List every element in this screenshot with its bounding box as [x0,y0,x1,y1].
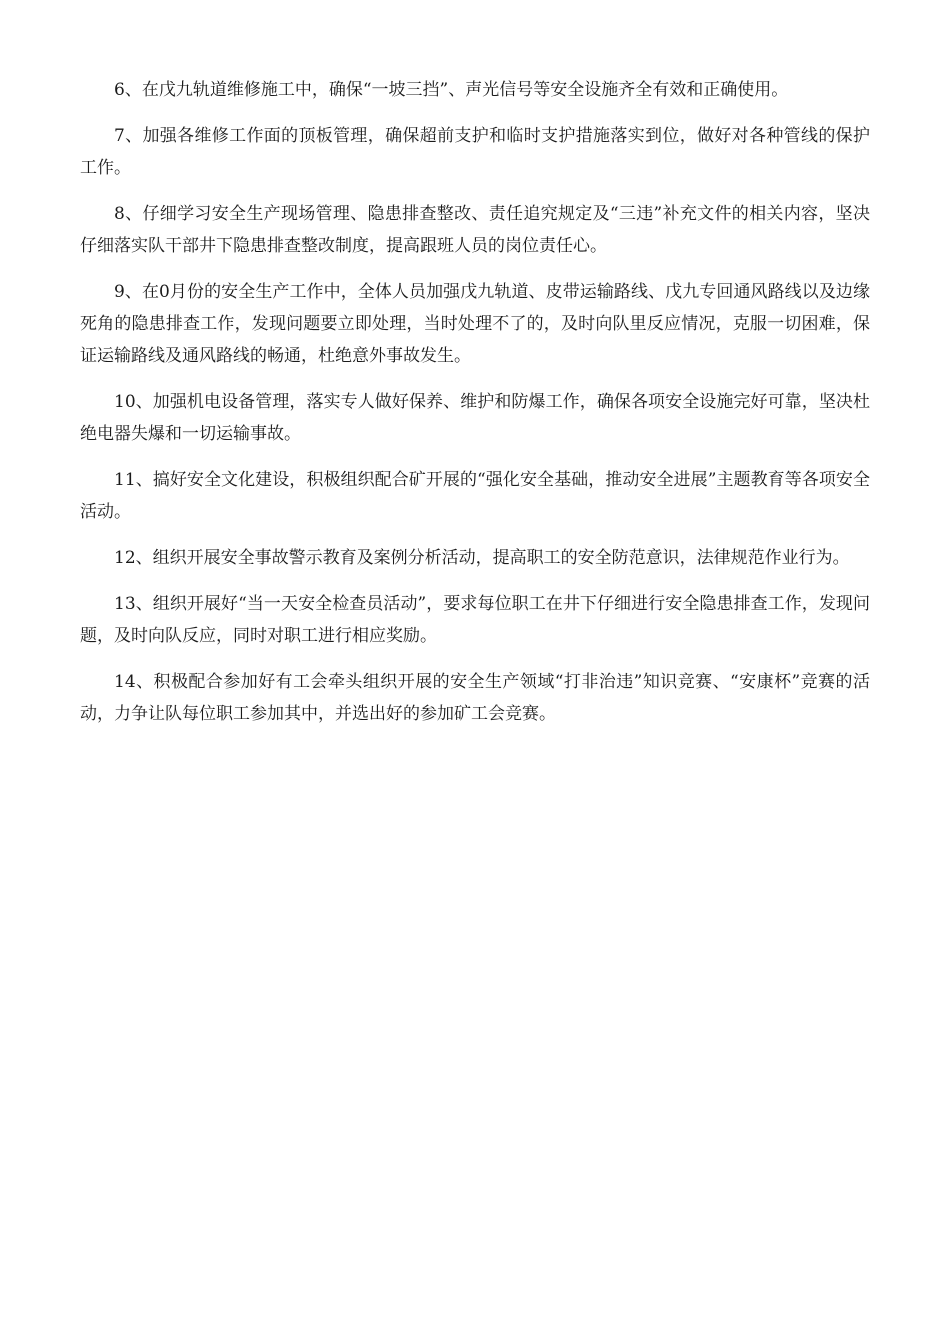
document-body [80,74,870,744]
paragraph-item-8: 8、仔细学习安全生产现场管理、隐患排查整改、责任追究规定及“三违”补充文件的相关内容，坚决仔细落实队干部井下隐患排查整改制度，提高跟班人员的岗位责任心。 [80,204,870,256]
paragraph-item-11: 11、搞好安全文化建设，积极组织配合矿开展的“强化安全基础，推动安全进展”主题教育等各项安全活动。 [80,470,870,522]
paragraph-item-12: 12、组织开展安全事故警示教育及案例分析活动，提高职工的安全防范意识，法律规范作业行为。 [114,548,850,568]
paragraph-item-9: 9、在0月份的安全生产工作中，全体人员加强戊九轨道、皮带运输路线、戊九专回通风路线以及边缘死角的隐患排查工作，发现问题要立即处理，当时处理不了的，及时向队里反应情况，克服一切困难，保证运输路线及通风路线的畅通，杜绝意外事故发生。 [80,282,870,366]
paragraph-item-10: 10、加强机电设备管理，落实专人做好保养、维护和防爆工作，确保各项安全设施完好可靠，坚决杜绝电器失爆和一切运输事故。 [80,392,870,444]
paragraph-item-6: 6、在戊九轨道维修施工中，确保“一坡三挡”、声光信号等安全设施齐全有效和正确使用。 [114,80,789,100]
paragraph-item-13: 13、组织开展好“当一天安全检查员活动”，要求每位职工在井下仔细进行安全隐患排查工作，发现问题，及时向队反应，同时对职工进行相应奖励。 [80,594,870,646]
paragraph-item-14: 14、积极配合参加好有工会牵头组织开展的安全生产领域“打非治违”知识竞赛、“安康杯”竞赛的活动，力争让队每位职工参加其中，并选出好的参加矿工会竞赛。 [80,672,870,724]
paragraph-item-7: 7、加强各维修工作面的顶板管理，确保超前支护和临时支护措施落实到位，做好对各种管线的保护工作。 [80,126,870,178]
